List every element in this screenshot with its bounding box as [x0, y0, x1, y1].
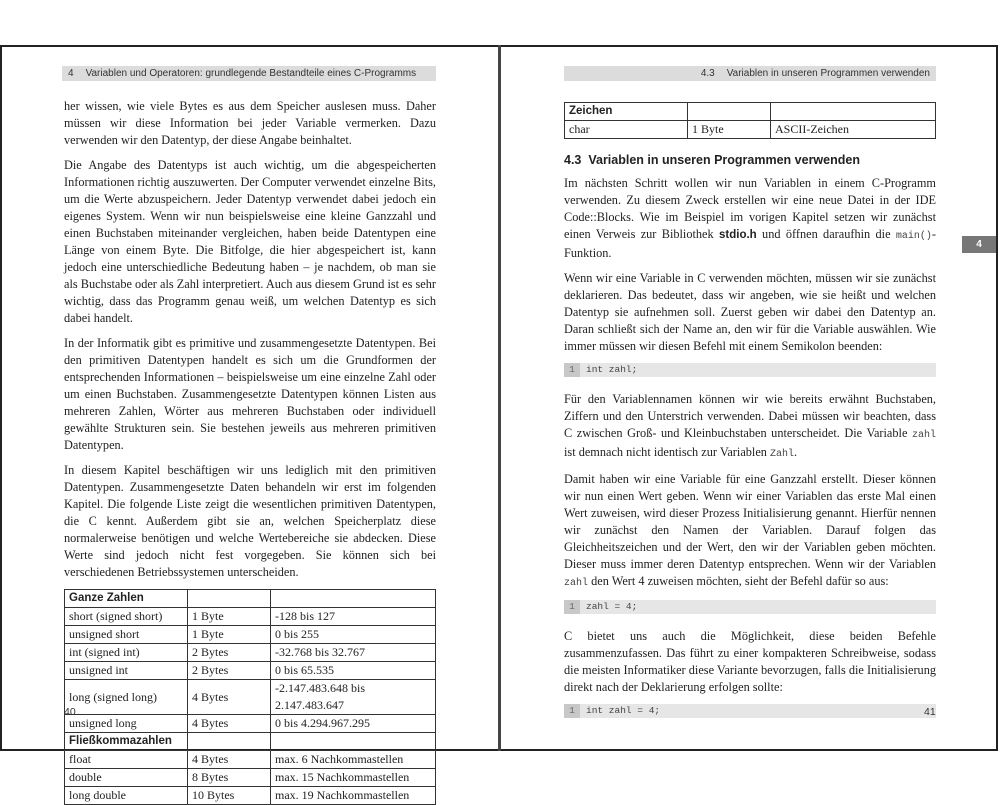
line-number: 1: [564, 600, 580, 614]
table-row: [65, 662, 436, 680]
type-range: max. 19 Nachkommastellen: [271, 787, 436, 805]
type-size: 2 Bytes: [188, 644, 271, 662]
table-row: [65, 751, 436, 769]
type-size: 4 Bytes: [188, 751, 271, 769]
right-page-number: 41: [924, 706, 936, 718]
inline-code: zahl: [564, 578, 589, 589]
table-row: [65, 680, 436, 715]
paragraph: Im nächsten Schritt wollen wir nun Variablen in einem C-Programm verwenden. Zu diesem Zweck erstellen wir eine neue Datei in der IDE Code::Blocks. Wie im Beispiel im vorigen Kapitel setzen wir zunächst einen Verweis zur Bibliothek stdio.h und öffnen daraufhin die main()-Funktion.: [564, 176, 937, 260]
type-name: long double: [65, 787, 188, 805]
type-name: short (signed short): [65, 608, 188, 626]
book-gutter: [498, 45, 501, 751]
type-name: int (signed int): [65, 644, 188, 662]
type-size: 1 Byte: [188, 626, 271, 644]
inline-code: main(): [895, 231, 932, 242]
type-name: double: [65, 769, 188, 787]
type-range: -128 bis 127: [271, 608, 436, 626]
inline-code: Zahl: [770, 449, 795, 460]
type-name: char: [565, 121, 688, 139]
code-listing: [564, 600, 936, 614]
table-row: [65, 787, 436, 805]
type-name: unsigned short: [65, 626, 188, 644]
type-range: ASCII-Zeichen: [771, 121, 936, 139]
library-name: stdio.h: [719, 229, 757, 241]
code-listing: [564, 363, 936, 377]
table-heading-floats: Fließkommazahlen: [65, 733, 188, 751]
inline-code: zahl: [911, 430, 936, 441]
paragraph: her wissen, wie viele Bytes es aus dem Speicher auslesen muss. Daher müssen wir diese Information bei jeder Variable vermerken. Dazu verwenden wir den Datentyp, der diese Angabe beinhaltet.: [64, 99, 436, 147]
type-range: -32.768 bis 32.767: [271, 644, 436, 662]
table-row: [65, 608, 436, 626]
chapter-thumb-tab: 4: [962, 236, 996, 253]
right-header-section-number: 4.3: [700, 68, 715, 79]
left-running-header: [62, 66, 436, 81]
datatype-table: [64, 589, 436, 805]
type-range: max. 6 Nachkommastellen: [271, 751, 436, 769]
paragraph: Damit haben wir eine Variable für eine Ganzzahl erstellt. Dieser können wir nun einen Wert geben. Wenn wir einer Variablen das erste Mal einen Wert zuweisen, wird dieser Prozess Initialisierung genannt. Hierfür nennen wir zunächst den Namen der Variablen. Darauf folgen das Gleichheitszeichen und der Wert, den wir der Variablen geben möchten. Dieser muss immer deren Datentyp entsprechen. Wenn wir der Variablen zahl den Wert 4 zuweisen möchten, sieht der Befehl dafür so aus:: [564, 472, 936, 589]
section-title: Variablen in unseren Programmen verwenden: [588, 153, 860, 167]
right-page-body: [564, 102, 936, 732]
paragraph: Für den Variablennamen können wir wie bereits erwähnt Buchstaben, Ziffern und den Unterstrich verwenden. Dabei müssen wir beachten, dass C zwischen Groß- und Kleinbuchstaben unterscheidet. Die Variable zahl ist demnach nicht identisch zur Variablen Zahl.: [564, 392, 936, 460]
right-header-title: Variablen in unseren Programmen verwenden: [726, 68, 930, 79]
table-heading-chars: Zeichen: [565, 103, 688, 121]
right-running-header: [564, 66, 936, 81]
table-row: [65, 626, 436, 644]
line-number: 1: [564, 704, 580, 718]
type-range: -2.147.483.648 bis 2.147.483.647: [271, 680, 436, 715]
type-range: 0 bis 65.535: [271, 662, 436, 680]
paragraph: Die Angabe des Datentyps ist auch wichtig, um die abgespeicherten Informationen richtig auszuwerten. Der Computer verwendet einzelne Bits, um die Werte abzuspeichern. Jeder Datentyp verwendet dabei jedoch ein eigenes System. Wenn wir nun beispielsweise eine kleine Ganzzahl und einen Buchstaben miteinander vergleichen, haben beide Datentypen eine Länge von einem Byte. Die Bitfolge, die hier abgespeichert ist, kann jedoch eine unterschiedliche Bedeutung haben – je nachdem, ob man sie als Buchstabe oder als Zahl interpretiert. Auch aus diesem Grund ist es sehr wichtig, dass das Programm genau weiß, um welchen Datentyp es sich dabei handelt.: [64, 158, 436, 325]
type-name: unsigned long: [65, 715, 188, 733]
type-size: 2 Bytes: [188, 662, 271, 680]
paragraph: In der Informatik gibt es primitive und zusammengesetzte Datentypen. Bei den primitiven Datentypen handelt es sich um die Grundformen der entsprechenden Informationen – beispielsweise um eine einzelne Zahl oder um einen Buchstaben. Zusammengesetzte Datentypen können Listen aus mehreren Zahlen, Wörter aus mehreren Buchstaben oder individuell gewählte Strukturen sein. Sie bestehen jeweils aus mehreren primitiven Datentypen.: [64, 336, 436, 452]
paragraph: In diesem Kapitel beschäftigen wir uns lediglich mit den primitiven Datentypen. Zusammengesetzte Daten behandeln wir erst im folgenden Kapitel. Die folgende Liste zeigt die wesentlichen primitiven Datentypen, die C kennt. Außerdem gibt sie an, welchen Speicherplatz diese normalerweise benötigen und welche Wertebereiche sie abdecken. Diese Werte sind jedoch nicht fest vorgegeben. Sie können sich bei verschiedenen Betriebssystemen unterscheiden.: [64, 463, 436, 579]
section-heading: [564, 153, 936, 167]
code-listing: [564, 704, 936, 718]
type-range: max. 15 Nachkommastellen: [271, 769, 436, 787]
table-row: [65, 715, 436, 733]
table-row: [65, 644, 436, 662]
table-heading-integers: Ganze Zahlen: [65, 590, 188, 608]
paragraph: C bietet uns auch die Möglichkeit, diese beiden Befehle zusammenzufassen. Das führt zu einer kompakteren Schreibweise, sodass die meisten Informatiker diese Variante bevorzugen, falls die Initialisierung direkt nach der Deklarierung erfolgen sollte:: [564, 629, 936, 694]
code-line: int zahl = 4;: [586, 705, 661, 716]
char-table: [564, 102, 936, 139]
table-row: [65, 733, 436, 751]
type-name: float: [65, 751, 188, 769]
table-row: [65, 590, 436, 608]
table-row: [65, 769, 436, 787]
type-size: 1 Byte: [688, 121, 771, 139]
left-page-body: [64, 98, 436, 805]
table-row: [565, 121, 936, 139]
paragraph: Wenn wir eine Variable in C verwenden möchten, müssen wir sie zunächst deklarieren. Das bedeutet, dass wir angeben, wie sie heißt und welchen Datentyp sie aufnehmen soll. Zuerst geben wir dabei den Datentyp an. Daran schließt sich der Name an, den wir für die Variable auswählen. Wie immer müssen wir diesen Befehl mit einem Semikolon beenden:: [564, 271, 936, 353]
type-name: long (signed long): [65, 680, 188, 715]
line-number: 1: [564, 363, 580, 377]
code-line: zahl = 4;: [586, 601, 638, 612]
left-page-number: 40: [64, 706, 76, 718]
left-header-title: Variablen und Operatoren: grundlegende Bestandteile eines C-Programms: [85, 68, 417, 79]
type-name: unsigned int: [65, 662, 188, 680]
type-size: 4 Bytes: [188, 680, 271, 715]
type-size: 4 Bytes: [188, 715, 271, 733]
type-range: 0 bis 255: [271, 626, 436, 644]
type-range: 0 bis 4.294.967.295: [271, 715, 436, 733]
table-row: [565, 103, 936, 121]
type-size: 1 Byte: [188, 608, 271, 626]
type-size: 8 Bytes: [188, 769, 271, 787]
type-size: 10 Bytes: [188, 787, 271, 805]
left-header-chapter-number: 4: [68, 68, 74, 79]
code-line: int zahl;: [586, 364, 638, 375]
section-number: 4.3: [564, 153, 582, 167]
